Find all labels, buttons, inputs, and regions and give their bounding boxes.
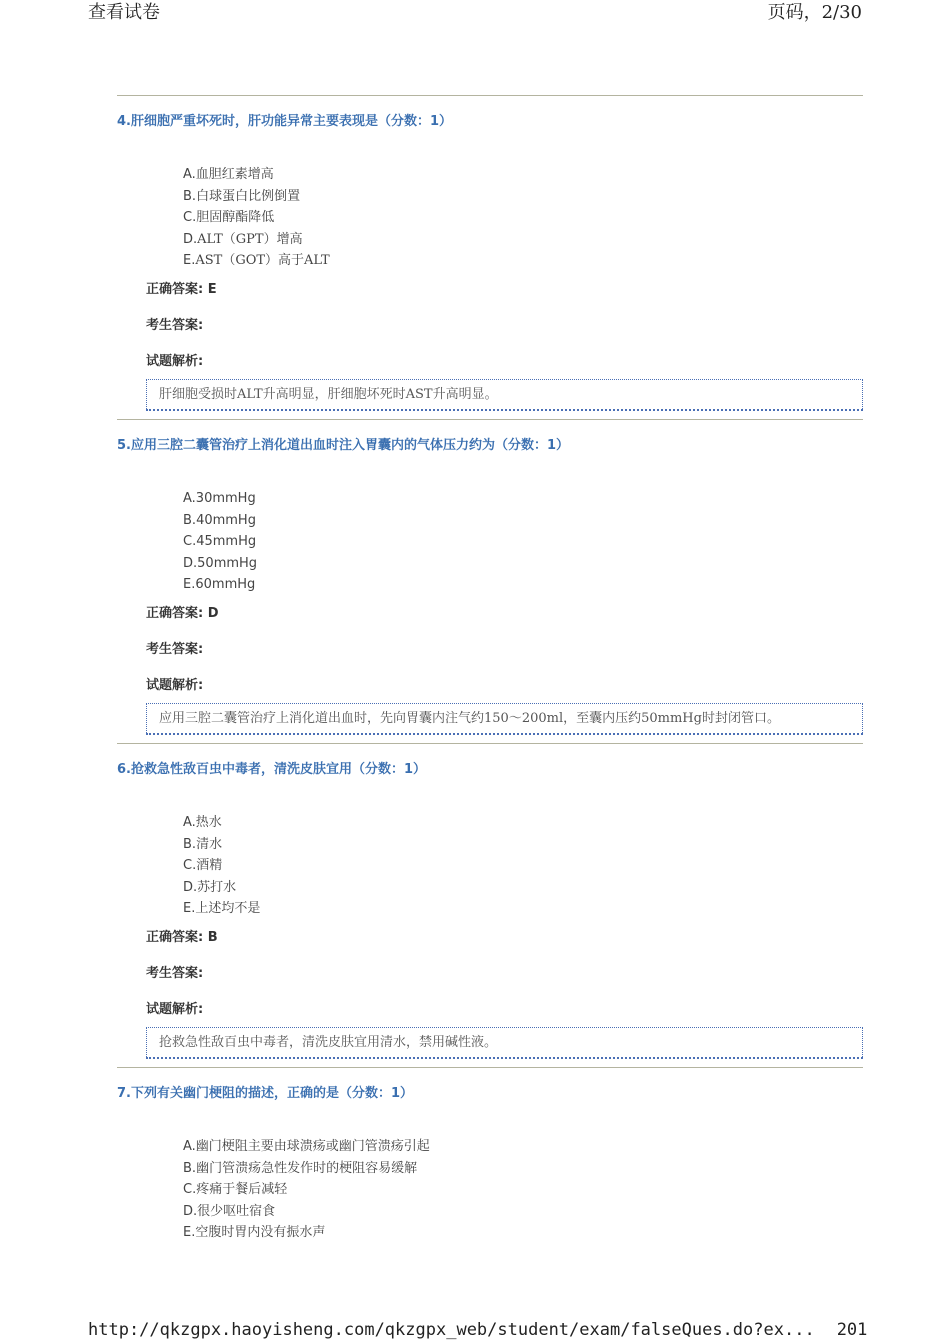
- option-letter: D.: [183, 1203, 198, 1219]
- option-letter: E.: [183, 1225, 196, 1241]
- option-letter: E.: [183, 577, 196, 593]
- option-text: 上述均不是: [195, 901, 261, 917]
- option-item: [183, 229, 863, 251]
- option-text: 很少呕吐宿食: [197, 1203, 276, 1219]
- option-letter: C.: [183, 1182, 197, 1198]
- option-text: AST（GOT）高于ALT: [195, 253, 330, 269]
- option-text: 30mmHg: [195, 490, 256, 506]
- option-item: [183, 488, 863, 510]
- option-item: [183, 553, 863, 575]
- option-letter: C.: [183, 210, 197, 226]
- option-list: [183, 488, 863, 596]
- option-text: 胆固醇酯降低: [196, 210, 275, 226]
- footer-time: 201: [836, 1320, 868, 1340]
- option-text: 40mmHg: [196, 512, 256, 528]
- question-title: 4.肝细胞严重坏死时，肝功能异常主要表现是（分数：1）: [117, 114, 453, 129]
- option-text: 空腹时胃内没有振水声: [195, 1225, 326, 1241]
- footer-url[interactable]: http://qkzgpx.haoyisheng.com/qkzgpx_web/student/exam/falseQues.do?ex...: [88, 1320, 815, 1340]
- option-item: [183, 1136, 863, 1158]
- option-item: [183, 531, 863, 553]
- correct-answer-value: E: [207, 281, 217, 297]
- option-item: [183, 1158, 863, 1180]
- correct-answer: [146, 281, 863, 299]
- divider: [117, 743, 863, 744]
- correct-answer-value: D: [207, 605, 219, 621]
- option-text: 苏打水: [197, 879, 237, 895]
- option-list: [183, 164, 863, 272]
- option-text: 疼痛于餐后减轻: [196, 1182, 288, 1198]
- question-item: [117, 760, 863, 1059]
- option-letter: D.: [183, 555, 198, 571]
- question-title: 7.下列有关幽门梗阻的描述，正确的是（分数：1）: [117, 1085, 414, 1101]
- option-item: [183, 1179, 863, 1201]
- question-list: [117, 95, 863, 1244]
- analysis-label: 试题解析:: [146, 677, 204, 693]
- option-item: [183, 186, 863, 208]
- question-item: [117, 112, 863, 411]
- question-title: 5.应用三腔二囊管治疗上消化道出血时注入胃囊内的气体压力约为（分数：1）: [117, 437, 570, 453]
- correct-answer: [146, 605, 863, 623]
- option-text: 酒精: [196, 858, 223, 874]
- option-letter: D.: [183, 231, 198, 247]
- option-letter: B.: [183, 1160, 197, 1176]
- correct-answer-label: 正确答案:: [146, 929, 204, 945]
- option-text: 45mmHg: [196, 534, 257, 550]
- option-text: 热水: [195, 814, 222, 830]
- option-item: [183, 855, 863, 877]
- option-item: [183, 250, 863, 272]
- page-footer: [88, 1320, 867, 1340]
- option-item: [183, 207, 863, 229]
- candidate-answer: [146, 317, 863, 335]
- option-letter: C.: [183, 534, 197, 550]
- option-text: 50mmHg: [197, 555, 258, 571]
- correct-answer: [146, 929, 863, 947]
- option-item: [183, 510, 863, 532]
- option-text: ALT（GPT）增高: [197, 231, 303, 247]
- candidate-answer: [146, 641, 863, 659]
- option-letter: E.: [183, 253, 196, 269]
- analysis-text: 应用三腔二囊管治疗上消化道出血时，先向胃囊内注气约150～200ml，至囊内压约50mmHg时封闭管口。: [146, 703, 863, 735]
- option-item: [183, 834, 863, 856]
- candidate-answer-label: 考生答案:: [146, 641, 204, 657]
- page-indicator: 页码，2/30: [767, 2, 862, 23]
- option-text: 幽门梗阻主要由球溃疡或幽门管溃疡引起: [195, 1138, 430, 1154]
- analysis-text: 肝细胞受损时ALT升高明显，肝细胞坏死时AST升高明显。: [146, 379, 863, 411]
- option-list: [183, 1136, 863, 1244]
- correct-answer-label: 正确答案:: [146, 605, 204, 621]
- option-text: 白球蛋白比例倒置: [196, 188, 301, 204]
- option-letter: A.: [183, 1138, 196, 1154]
- option-text: 幽门管溃疡急性发作时的梗阻容易缓解: [196, 1160, 418, 1176]
- candidate-answer-label: 考生答案:: [146, 317, 204, 333]
- option-letter: D.: [183, 879, 198, 895]
- option-letter: B.: [183, 836, 197, 852]
- option-letter: B.: [183, 512, 197, 528]
- option-text: 清水: [196, 836, 223, 852]
- option-item: [183, 898, 863, 920]
- option-item: [183, 1201, 863, 1223]
- correct-answer-value: B: [207, 929, 218, 945]
- divider: [117, 1067, 863, 1068]
- question-item: [117, 1084, 863, 1244]
- correct-answer-label: 正确答案:: [146, 281, 204, 297]
- question-item: [117, 436, 863, 735]
- document-title: 查看试卷: [88, 2, 160, 23]
- analysis-text: 抢救急性敌百虫中毒者，清洗皮肤宜用清水，禁用碱性液。: [146, 1027, 863, 1059]
- candidate-answer-label: 考生答案:: [146, 965, 204, 981]
- option-letter: B.: [183, 188, 197, 204]
- divider: [117, 95, 863, 96]
- option-item: [183, 1222, 863, 1244]
- option-letter: A.: [183, 814, 196, 830]
- option-letter: A.: [183, 490, 196, 506]
- option-item: [183, 812, 863, 834]
- analysis-label: 试题解析:: [146, 353, 204, 369]
- option-text: 血胆红素增高: [195, 167, 274, 182]
- option-list: [183, 812, 863, 920]
- option-item: [183, 574, 863, 596]
- option-item: [183, 877, 863, 899]
- option-item: [183, 164, 863, 186]
- option-letter: C.: [183, 858, 197, 874]
- candidate-answer: [146, 965, 863, 983]
- option-letter: E.: [183, 901, 196, 917]
- question-title: 6.抢救急性敌百虫中毒者，清洗皮肤宜用（分数：1）: [117, 761, 427, 777]
- analysis-label: 试题解析:: [146, 1001, 204, 1017]
- option-letter: A.: [183, 167, 196, 182]
- option-text: 60mmHg: [195, 577, 256, 593]
- divider: [117, 419, 863, 420]
